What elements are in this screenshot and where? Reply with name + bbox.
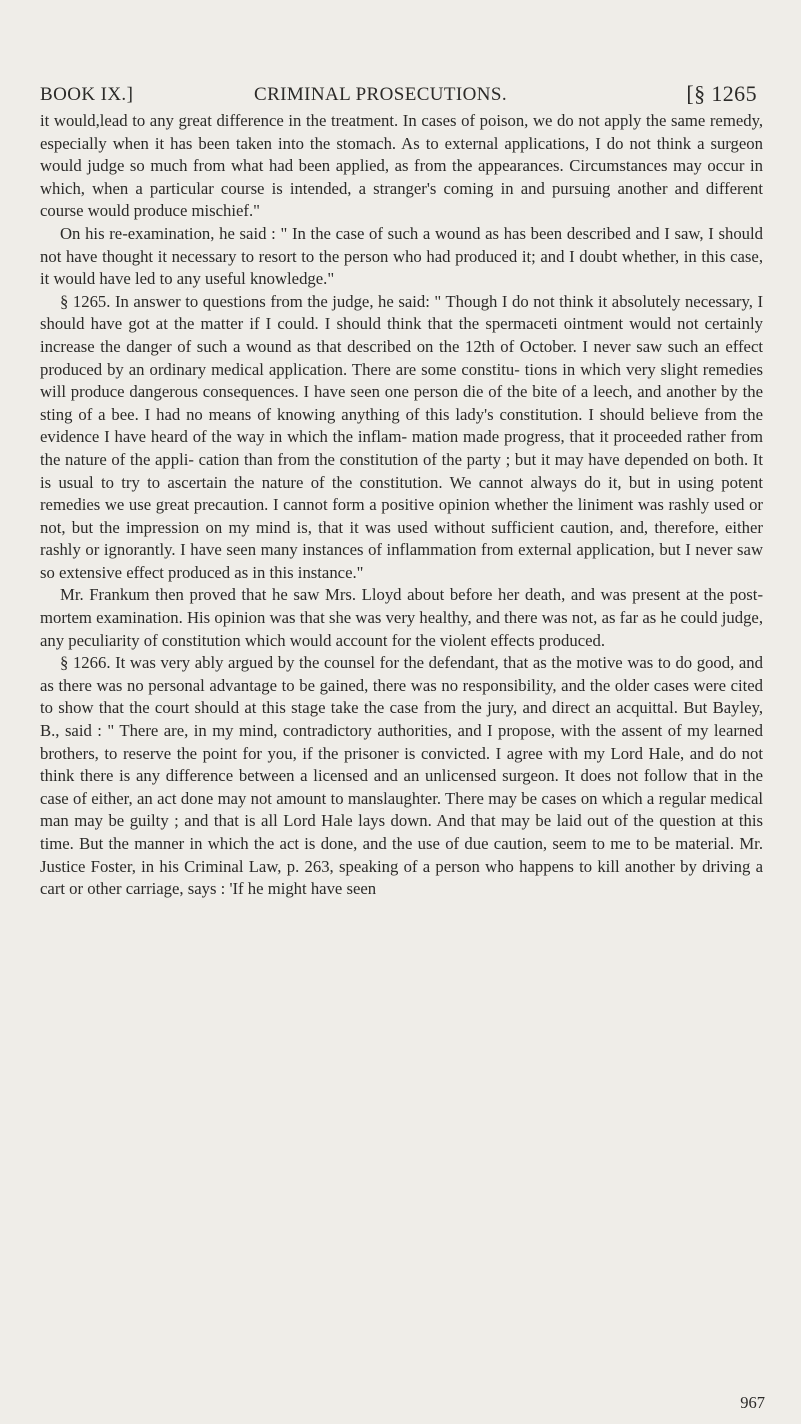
running-header [40, 81, 763, 110]
page-number: 967 [740, 1393, 765, 1412]
paragraph-re-examination: On his re-examination, he said : " In the case of such a wound as has been described and I saw, I should not have thought it necessary to resort to the person who had produced it; and I doubt whether, in this case, it would have led to any useful knowledge." [40, 223, 763, 289]
header-title: CRIMINAL PROSECUTIONS. [254, 84, 508, 105]
header-book-number: BOOK IX.] [40, 84, 134, 105]
page-body [40, 110, 763, 901]
paragraph-continuation: it would,lead to any great difference in the treatment. In cases of poison, we do not apply the same remedy, especially when it has been taken into the stomach. As to external applications, I do not think a surgeon would judge so much from what had been applied, as from the appearances. Circumstances may occur in which, when a particular course is intended, a stranger's coming in and pursuing another and different course would produce mischief." [40, 111, 763, 221]
paragraph-section-1266: § 1266. It was very ably argued by the counsel for the defendant, that as the motive was to do good, and as there was no personal advantage to be gained, there was no responsibility, and the older cases were cited to show that the court should at this stage take the case from the jury, and direct an acquittal. But Bayley, B., said : " There are, in my mind, contradictory authorities, and I propose, with the assent of my learned brothers, to reserve the point for you, if the prisoner is convicted. I agree with my Lord Hale, and do not think there is any difference between a licensed and an unlicensed surgeon. It does not follow that in the case of either, an act done may not amount to manslaughter. There may be cases on which a regular medical man may be guilty ; and that is all Lord Hale lays down. And that may be laid out of the question at this time. But the manner in which the act is done, and the use of due caution, seem to me to be material. Mr. Justice Foster, in his Criminal Law, p. 263, speaking of a person who happens to kill another by driving a cart or other carriage, says : 'If he might have seen [40, 653, 763, 899]
header-section-number: [§ 1265 [686, 81, 757, 106]
paragraph-frankum: Mr. Frankum then proved that he saw Mrs. Lloyd about before her death, and was present at the post-mortem examination. His opinion was that she was very healthy, and there was not, as far as he could judge, any peculiarity of constitution which would account for the violent effects produced. [40, 585, 763, 650]
paragraph-section-1265: § 1265. In answer to questions from the judge, he said: " Though I do not think it absolutely necessary, I should have got at the matter if I could. I should think that the spermaceti ointment would not certainly increase the danger of such a wound as that described on the 12th of October. I never saw such an effect produced by an ordinary medical application. There are some constitu- tions in which very slight remedies will produce dangerous consequences. I have seen one person die of the bite of a leech, and another by the sting of a bee. I had no means of knowing anything of this lady's constitution. I should believe from the evidence I have heard of the way in which the inflam- mation made progress, that it proceeded rather from the nature of the appli- cation than from the constitution of the party ; but it may have depended on both. It is usual to try to ascertain the nature of the constitution. We cannot always do it, but in using potent remedies we use great precaution. I cannot form a positive opinion whether the liniment was rashly used or not, but the impression on my mind is, that it was used without sufficient caution, and, therefore, either rashly or ignorantly. I have seen many instances of inflammation from external application, but I never saw so extensive effect produced as in this instance." [40, 291, 763, 582]
